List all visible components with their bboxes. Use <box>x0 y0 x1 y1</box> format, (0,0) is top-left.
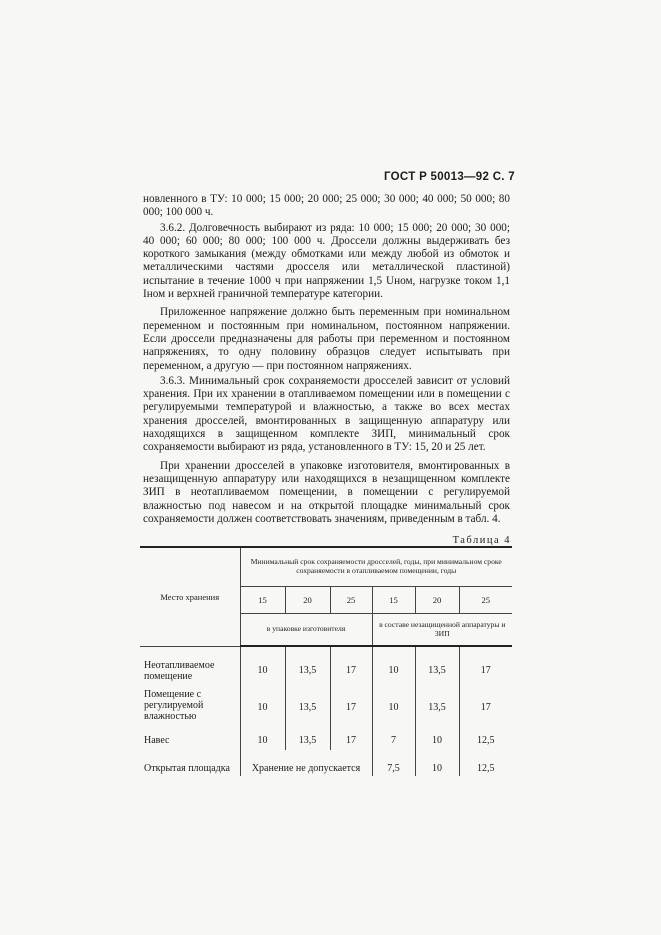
group-label: в составе незащищенной аппаратуры и ЗИП <box>372 614 512 647</box>
table-cell: 13,5 <box>415 683 459 722</box>
table-cell: 12,5 <box>477 734 495 746</box>
table-cell: 10 <box>240 683 285 722</box>
row-label: Неотапливаемое помещение <box>140 646 240 683</box>
table-cell: 17 <box>480 702 491 713</box>
row-label: Навес <box>140 722 240 750</box>
row-label: Открытая площадка <box>140 750 240 776</box>
table-cell: 10 <box>240 722 285 750</box>
table-cell: 10 <box>415 750 459 776</box>
year-cell: 20 <box>285 587 330 614</box>
paragraph: Приложенное напряжение должно быть переменным при номинальном переменном и постоянным при номинальном, постоянном напряжении. Если дроссели предназначены для работы при переменном и постоянном напряжениях, то одну половину образцов следует испытывать при переменном, а другую — при постоянном напряжениях. <box>143 306 510 372</box>
year-cell: 25 <box>459 587 512 614</box>
page-header: ГОСТ Р 50013—92 С. 7 <box>384 171 515 183</box>
table-cell: 10 <box>240 646 285 683</box>
table-cell: 17 <box>480 664 491 676</box>
year-cell: 25 <box>330 587 372 614</box>
year-cell: 15 <box>372 587 415 614</box>
year-cell: 15 <box>240 587 285 614</box>
table-cell: 17 <box>330 646 372 683</box>
group-label: в упаковке изготовителя <box>240 614 372 647</box>
table-cell: 13,5 <box>285 646 330 683</box>
place-header: Место хранения <box>140 547 240 646</box>
table-cell: 10 <box>372 683 415 722</box>
storage-table <box>140 546 512 776</box>
table-cell: 7,5 <box>372 750 415 776</box>
row-label: Помещение с регулируемой влажностью <box>140 683 240 722</box>
table-cell: 13,5 <box>415 646 459 683</box>
table-cell: 17 <box>330 722 372 750</box>
table-cell: 13,5 <box>285 683 330 722</box>
body-text <box>143 193 510 526</box>
table-cell: 10 <box>415 722 459 750</box>
period-header: Минимальный срок сохраняемости дросселей, годы, при минимальном сроке сохраняемости в отапливаемом помещении, годы <box>240 547 512 587</box>
table-cell: 12,5 <box>477 762 495 774</box>
table-cell: 17 <box>330 683 372 722</box>
merged-cell: Хранение не допускается <box>240 750 372 776</box>
paragraph: 3.6.3. Минимальный срок сохраняемости дросселей зависит от условий хранения. При их хранении в отапливаемом помещении или в помещении с регулируемыми температурой и влажностью, а также во всех местах хранения дросселей, вмонтированных в защищенную аппаратуру или находящихся в защищенном комплекте ЗИП, минимальный срок сохраняемости выбирают из ряда, установленного в ТУ: 15, 20 и 25 лет. <box>143 374 510 454</box>
table-cell: 10 <box>372 646 415 683</box>
table-cell: 13,5 <box>285 722 330 750</box>
paragraph: 3.6.2. Долговечность выбирают из ряда: 10 000; 15 000; 20 000; 30 000; 40 000; 60 000; 80 000; 100 000 ч. Дроссели должны выдерживать без короткого замыкания (между обмотками или между любой из обмоток и металлическими частями дросселя или металлической пластиной) испытание в течение 1000 ч при напряжении 1,5 Uном, нагрузке током 1,1 Iном и верхней граничной температуре категории. <box>143 221 510 301</box>
year-cell: 20 <box>415 587 459 614</box>
table-cell: 7 <box>372 722 415 750</box>
paragraph: новленного в ТУ: 10 000; 15 000; 20 000; 25 000; 30 000; 40 000; 50 000; 80 000; 100 000 ч. <box>143 193 510 219</box>
paragraph: При хранении дросселей в упаковке изготовителя, вмонтированных в незащищенную аппаратуру или находящихся в незащищенном комплекте ЗИП в неотапливаемом помещении, в помещении с регулируемой влажностью под навесом и на открытой площадке минимальный срок сохраняемости должен соответствовать значениям, приведенным в табл. 4. <box>143 459 510 525</box>
table-caption: Таблица 4 <box>452 535 511 546</box>
